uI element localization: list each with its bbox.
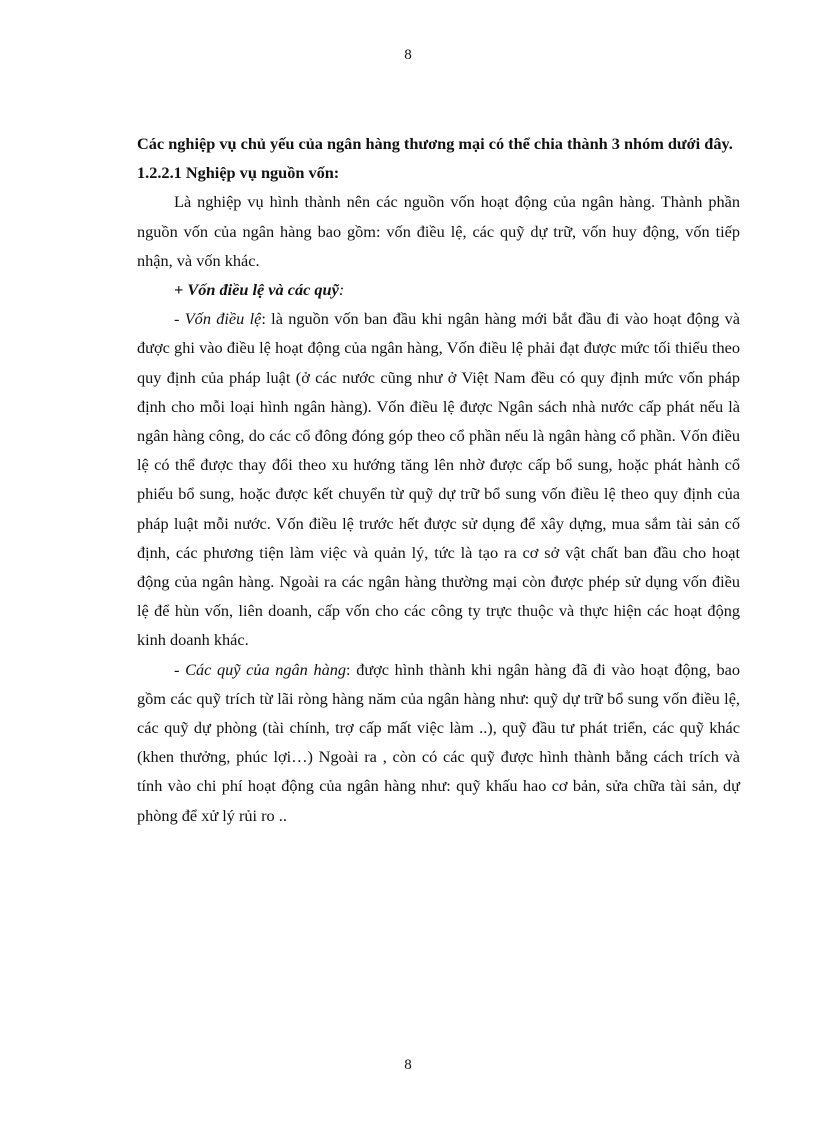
subsection-heading-suffix: : bbox=[338, 280, 345, 300]
bank-funds-paragraph bbox=[137, 655, 740, 830]
charter-capital-prefix: - bbox=[174, 309, 185, 329]
subsection-heading-text: + Vốn điều lệ và các quỹ bbox=[174, 280, 339, 300]
charter-capital-term: Vốn điều lệ bbox=[184, 309, 262, 329]
bank-funds-text: : được hình thành khi ngân hàng đã đi vào hoạt động, bao gồm các quỹ trích từ lãi ròng hàng năm của ngân hàng như: quỹ dự trữ bổ sung vốn điều lệ, các quỹ dự phòng (tài chính, trợ cấp mất việc làm ..), quỹ đầu tư phát triển, các quỹ khác (khen thưởng, phúc lợi…) Ngoài ra , còn có các quỹ được hình thành bằng cách trích và tính vào chi phí hoạt động của ngân hàng như: quỹ khấu hao cơ bản, sửa chữa tài sản, dự phòng để xử lý rủi ro .. bbox=[137, 659, 740, 825]
section-heading: 1.2.2.1 Nghiệp vụ nguồn vốn: bbox=[137, 163, 340, 183]
page-number-top: 8 bbox=[404, 47, 412, 63]
subsection-heading bbox=[137, 275, 740, 304]
charter-capital-paragraph bbox=[137, 304, 740, 654]
main-heading: Các nghiệp vụ chủ yếu của ngân hàng thương mại có thể chia thành 3 nhóm dưới đây. bbox=[137, 134, 733, 153]
charter-capital-text: : là nguồn vốn ban đầu khi ngân hàng mới bắt đầu đi vào hoạt động và được ghi vào điều lệ hoạt động của ngân hàng, Vốn điều lệ phải đạt được mức tối thiểu theo quy định của pháp luật (ở các nước cũng như ở Việt Nam đều có quy định mức vốn pháp định cho mỗi loại hình ngân hàng). Vốn điều lệ được Ngân sách nhà nước cấp phát nếu là ngân hàng công, do các cổ đông đóng góp theo cổ phần nếu là ngân hàng cổ phần. Vốn điều lệ có thể được thay đổi theo xu hướng tăng lên nhờ được cấp bổ sung, hoặc phát hành cổ phiếu bổ sung, hoặc được kết chuyển từ quỹ dự trữ bổ sung vốn điều lệ theo quy định của pháp luật mỗi nước. Vốn điều lệ trước hết được sử dụng để xây dựng, mua sắm tài sản cố định, các phương tiện làm việc và quản lý, tức là tạo ra cơ sở vật chất ban đầu cho hoạt động của ngân hàng. Ngoài ra các ngân hàng thường mại còn được phép sử dụng vốn điều lệ để hùn vốn, liên doanh, cấp vốn cho các công ty trực thuộc và thực hiện các hoạt động kinh doanh khác. bbox=[137, 309, 740, 650]
page-number-bottom: 8 bbox=[404, 1057, 412, 1073]
bank-funds-term: Các quỹ của ngân hàng bbox=[185, 659, 347, 679]
intro-paragraph: Là nghiệp vụ hình thành nên các nguồn vốn hoạt động của ngân hàng. Thành phần nguồn vốn của ngân hàng bao gồm: vốn điều lệ, các quỹ dự trữ, vốn huy động, vốn tiếp nhận, và vốn khác. bbox=[137, 192, 740, 270]
bank-funds-prefix: - bbox=[174, 659, 186, 679]
document-body bbox=[137, 129, 740, 830]
